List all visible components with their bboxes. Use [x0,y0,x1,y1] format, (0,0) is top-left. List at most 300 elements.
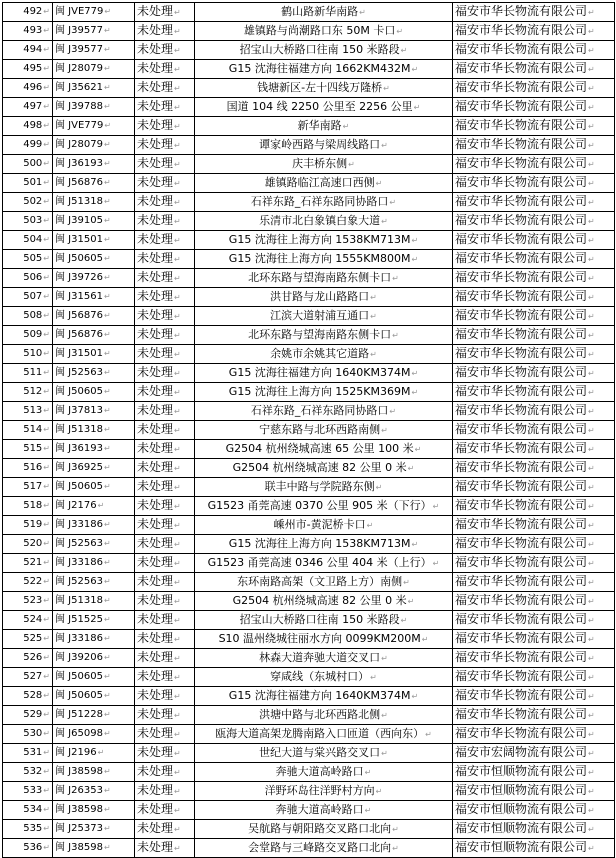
company-cell [453,611,615,630]
row-number-cell [3,687,53,706]
table-row [3,668,615,687]
company-cell [453,402,615,421]
paragraph-mark: ↵ [174,179,181,188]
plate-cell [53,41,135,60]
status-cell [135,421,195,440]
paragraph-mark: ↵ [588,844,595,853]
company-cell-text: 福安市华长物流有限公司 [455,422,588,436]
paragraph-mark: ↵ [174,806,181,815]
plate-cell [53,573,135,592]
plate-cell-text: 闽 J28079 [55,139,103,150]
status-cell [135,459,195,478]
paragraph-mark: ↵ [348,159,355,169]
paragraph-mark: ↵ [381,425,388,435]
location-cell [195,744,453,763]
status-cell-text: 未处理 [137,251,174,265]
violation-records-table [2,2,615,858]
paragraph-mark: ↵ [43,254,50,263]
paragraph-mark: ↵ [588,825,595,834]
table-row [3,212,615,231]
paragraph-mark: ↵ [588,654,595,663]
paragraph-mark: ↵ [174,749,181,758]
status-cell-text: 未处理 [137,612,174,626]
paragraph-mark: ↵ [174,388,181,397]
location-cell-text: 世纪大道与棠兴路交叉口 [259,745,381,759]
paragraph-mark: ↵ [174,84,181,93]
location-cell-text: G2504 杭州绕城高速 65 公里 100 米 [225,441,414,455]
row-number-cell-text: 535 [23,823,43,834]
paragraph-mark: ↵ [103,235,111,244]
location-cell-text: 谭家岭西路与梁周线路口 [259,137,381,151]
location-cell-text: 洪甘路与龙山路路口 [270,289,370,303]
row-number-cell-text: 513 [23,405,43,416]
plate-cell [53,288,135,307]
company-cell [453,459,615,478]
status-cell [135,345,195,364]
company-cell [453,345,615,364]
paragraph-mark: ↵ [588,274,595,283]
status-cell-text: 未处理 [137,42,174,56]
company-cell-text: 福安市华长物流有限公司 [455,517,588,531]
location-cell [195,79,453,98]
company-cell-text: 福安市华长物流有限公司 [455,232,588,246]
paragraph-mark: ↵ [432,558,440,568]
status-cell-text: 未处理 [137,270,174,284]
company-cell-text: 福安市华长物流有限公司 [455,631,588,645]
company-cell [453,801,615,820]
location-cell [195,307,453,326]
location-cell [195,98,453,117]
plate-cell-text: 闽 J26353 [55,785,103,796]
plate-cell [53,421,135,440]
table-row [3,763,615,782]
paragraph-mark: ↵ [174,559,181,568]
paragraph-mark: ↵ [103,349,111,358]
paragraph-mark: ↵ [103,672,111,681]
table-body [3,3,615,858]
company-cell [453,41,615,60]
row-number-cell [3,706,53,725]
row-number-cell-text: 507 [23,291,43,302]
plate-cell-text: 闽 J38598 [55,842,103,853]
status-cell-text: 未处理 [137,669,174,683]
location-cell [195,839,453,858]
status-cell-text: 未处理 [137,327,174,341]
company-cell [453,763,615,782]
company-cell-text: 福安市华长物流有限公司 [455,4,588,18]
company-cell [453,155,615,174]
location-cell [195,782,453,801]
paragraph-mark: ↵ [104,121,112,130]
status-cell-text: 未处理 [137,23,174,37]
paragraph-mark: ↵ [174,768,181,777]
row-number-cell [3,307,53,326]
plate-cell-text: 闽 J36193 [55,443,103,454]
row-number-cell-text: 515 [23,443,43,454]
company-cell [453,383,615,402]
location-cell [195,383,453,402]
location-cell [195,478,453,497]
row-number-cell-text: 534 [23,804,43,815]
status-cell-text: 未处理 [137,650,174,664]
company-cell-text: 福安市华长物流有限公司 [455,23,588,37]
company-cell-text: 福安市华长物流有限公司 [455,270,588,284]
row-number-cell-text: 527 [23,671,43,682]
company-cell [453,60,615,79]
location-cell [195,801,453,820]
plate-cell-text: 闽 J50605 [55,481,103,492]
paragraph-mark: ↵ [392,330,399,340]
row-number-cell [3,782,53,801]
location-cell-text: 北环东路与望海南路东侧卡口 [248,270,392,284]
status-cell [135,250,195,269]
company-cell-text: 福安市华长物流有限公司 [455,536,588,550]
company-cell [453,3,615,22]
location-cell [195,554,453,573]
company-cell [453,820,615,839]
company-cell-text: 福安市华长物流有限公司 [455,726,588,740]
status-cell-text: 未处理 [137,365,174,379]
company-cell-text: 福安市华长物流有限公司 [455,612,588,626]
paragraph-mark: ↵ [375,178,383,188]
paragraph-mark: ↵ [375,482,383,492]
company-cell [453,117,615,136]
row-number-cell [3,630,53,649]
table-row [3,326,615,345]
paragraph-mark: ↵ [588,806,595,815]
company-cell-text: 福安市华长物流有限公司 [455,384,588,398]
status-cell [135,288,195,307]
paragraph-mark: ↵ [103,425,111,434]
paragraph-mark: ↵ [588,84,595,93]
paragraph-mark: ↵ [588,540,595,549]
row-number-cell [3,516,53,535]
status-cell [135,155,195,174]
status-cell [135,535,195,554]
status-cell [135,706,195,725]
company-cell-text: 福安市华长物流有限公司 [455,213,588,227]
table-row [3,174,615,193]
plate-cell-text: 闽 J39788 [55,101,103,112]
paragraph-mark: ↵ [103,710,111,719]
row-number-cell-text: 497 [23,101,43,112]
row-number-cell [3,136,53,155]
paragraph-mark: ↵ [43,311,50,320]
location-cell [195,3,453,22]
row-number-cell-text: 520 [23,538,43,549]
table-row [3,307,615,326]
status-cell [135,136,195,155]
paragraph-mark: ↵ [370,311,377,321]
paragraph-mark: ↵ [103,197,111,206]
location-cell-text: G15 沈海往上海方向 1525KM369M [228,384,411,398]
company-cell-text: 福安市华长物流有限公司 [455,441,588,455]
row-number-cell [3,174,53,193]
status-cell-text: 未处理 [137,593,174,607]
plate-cell-text: 闽 J39726 [55,272,103,283]
paragraph-mark: ↵ [588,559,595,568]
table-row [3,497,615,516]
company-cell-text: 福安市华长物流有限公司 [455,251,588,265]
company-cell-text: 福安市华长物流有限公司 [455,555,588,569]
paragraph-mark: ↵ [588,673,595,682]
location-cell-text: 招宝山大桥路口往南 150 米路段 [239,42,400,56]
table-row [3,402,615,421]
plate-cell [53,193,135,212]
row-number-cell [3,231,53,250]
paragraph-mark: ↵ [588,692,595,701]
table-row [3,345,615,364]
table-row [3,630,615,649]
row-number-cell-text: 522 [23,576,43,587]
table-row [3,288,615,307]
status-cell-text: 未处理 [137,726,174,740]
company-cell [453,516,615,535]
status-cell [135,725,195,744]
status-cell-text: 未处理 [137,631,174,645]
paragraph-mark: ↵ [396,26,404,36]
status-cell [135,687,195,706]
location-cell [195,117,453,136]
location-cell [195,136,453,155]
status-cell-text: 未处理 [137,289,174,303]
table-row [3,782,615,801]
paragraph-mark: ↵ [174,255,181,264]
company-cell [453,630,615,649]
paragraph-mark: ↵ [411,387,419,397]
plate-cell [53,98,135,117]
paragraph-mark: ↵ [411,64,419,74]
plate-cell-text: 闽 J35621 [55,82,103,93]
company-cell [453,554,615,573]
plate-cell [53,630,135,649]
location-cell-text: G2504 杭州绕城高速 82 公里 0 米 [232,593,407,607]
plate-cell [53,79,135,98]
status-cell-text: 未处理 [137,821,174,835]
paragraph-mark: ↵ [174,350,181,359]
paragraph-mark: ↵ [43,577,50,586]
status-cell-text: 未处理 [137,479,174,493]
location-cell-text: 庆丰桥东侧 [292,156,348,170]
plate-cell [53,763,135,782]
status-cell-text: 未处理 [137,118,174,132]
company-cell-text: 福安市华长物流有限公司 [455,574,588,588]
row-number-cell [3,383,53,402]
table-row [3,459,615,478]
status-cell-text: 未处理 [137,422,174,436]
paragraph-mark: ↵ [588,103,595,112]
plate-cell-text: 闽 J31501 [55,348,103,359]
paragraph-mark: ↵ [103,463,111,472]
paragraph-mark: ↵ [43,64,50,73]
company-cell-text: 福安市华长物流有限公司 [455,650,588,664]
paragraph-mark: ↵ [103,254,111,263]
paragraph-mark: ↵ [174,217,181,226]
paragraph-mark: ↵ [403,577,410,587]
company-cell [453,231,615,250]
paragraph-mark: ↵ [103,843,111,852]
status-cell [135,478,195,497]
paragraph-mark: ↵ [43,102,50,111]
paragraph-mark: ↵ [103,615,111,624]
paragraph-mark: ↵ [411,691,419,701]
paragraph-mark: ↵ [43,26,50,35]
plate-cell [53,402,135,421]
company-cell-text: 福安市华长物流有限公司 [455,99,588,113]
status-cell-text: 未处理 [137,764,174,778]
status-cell-text: 未处理 [137,707,174,721]
paragraph-mark: ↵ [43,349,50,358]
row-number-cell [3,155,53,174]
status-cell-text: 未处理 [137,232,174,246]
row-number-cell [3,668,53,687]
plate-cell [53,820,135,839]
company-cell-text: 福安市华长物流有限公司 [455,308,588,322]
table-row [3,611,615,630]
paragraph-mark: ↵ [174,141,181,150]
paragraph-mark: ↵ [104,7,112,16]
row-number-cell-text: 523 [23,595,43,606]
paragraph-mark: ↵ [174,160,181,169]
paragraph-mark: ↵ [389,197,397,207]
company-cell [453,706,615,725]
plate-cell-text: 闽 J52563 [55,538,103,549]
paragraph-mark: ↵ [103,444,111,453]
paragraph-mark: ↵ [43,786,50,795]
company-cell [453,782,615,801]
row-number-cell [3,364,53,383]
paragraph-mark: ↵ [103,577,111,586]
row-number-cell-text: 524 [23,614,43,625]
row-number-cell-text: 526 [23,652,43,663]
company-cell-text: 福安市华长物流有限公司 [455,403,588,417]
paragraph-mark: ↵ [588,768,595,777]
row-number-cell-text: 504 [23,234,43,245]
row-number-cell [3,345,53,364]
row-number-cell-text: 517 [23,481,43,492]
plate-cell-text: 闽 J33186 [55,519,103,530]
row-number-cell-text: 532 [23,766,43,777]
table-row [3,839,615,858]
plate-cell [53,136,135,155]
location-cell [195,725,453,744]
paragraph-mark: ↵ [174,65,181,74]
plate-cell [53,668,135,687]
paragraph-mark: ↵ [43,83,50,92]
paragraph-mark: ↵ [588,483,595,492]
table-row [3,193,615,212]
row-number-cell [3,250,53,269]
paragraph-mark: ↵ [103,596,111,605]
location-cell [195,402,453,421]
status-cell-text: 未处理 [137,80,174,94]
paragraph-mark: ↵ [588,198,595,207]
status-cell-text: 未处理 [137,441,174,455]
paragraph-mark: ↵ [103,539,111,548]
row-number-cell-text: 518 [23,500,43,511]
plate-cell-text: 闽 JVE779 [55,6,104,17]
paragraph-mark: ↵ [588,616,595,625]
paragraph-mark: ↵ [103,729,111,738]
location-cell [195,288,453,307]
paragraph-mark: ↵ [103,330,111,339]
plate-cell [53,231,135,250]
paragraph-mark: ↵ [370,672,377,682]
paragraph-mark: ↵ [588,27,595,36]
location-cell [195,22,453,41]
company-cell [453,288,615,307]
row-number-cell [3,60,53,79]
plate-cell-text: 闽 J37813 [55,405,103,416]
status-cell-text: 未处理 [137,574,174,588]
location-cell [195,706,453,725]
paragraph-mark: ↵ [588,521,595,530]
location-cell [195,440,453,459]
paragraph-mark: ↵ [588,711,595,720]
row-number-cell [3,22,53,41]
status-cell [135,801,195,820]
paragraph-mark: ↵ [43,729,50,738]
row-number-cell [3,269,53,288]
status-cell [135,307,195,326]
location-cell [195,364,453,383]
status-cell [135,611,195,630]
plate-cell-text: 闽 J36193 [55,158,103,169]
company-cell-text: 福安市华长物流有限公司 [455,80,588,94]
status-cell [135,174,195,193]
paragraph-mark: ↵ [588,141,595,150]
paragraph-mark: ↵ [43,767,50,776]
row-number-cell [3,497,53,516]
paragraph-mark: ↵ [389,406,397,416]
status-cell-text: 未处理 [137,156,174,170]
status-cell [135,383,195,402]
location-cell-text: G15 沈海往上海方向 1538KM713M [228,536,411,550]
plate-cell-text: 闽 J51525 [55,614,103,625]
row-number-cell [3,98,53,117]
paragraph-mark: ↵ [103,786,111,795]
location-cell [195,516,453,535]
table-row [3,535,615,554]
paragraph-mark: ↵ [174,502,181,511]
location-cell-text: 鹤山路新华南路 [281,4,359,18]
paragraph-mark: ↵ [43,596,50,605]
plate-cell-text: 闽 J52563 [55,576,103,587]
paragraph-mark: ↵ [43,216,50,225]
company-cell [453,649,615,668]
row-number-cell [3,402,53,421]
plate-cell-text: 闽 J51318 [55,196,103,207]
location-cell-text: 钱塘新区-左十四线万隆桥 [257,80,383,94]
row-number-cell [3,820,53,839]
status-cell-text: 未处理 [137,4,174,18]
paragraph-mark: ↵ [103,311,111,320]
location-cell-text: G1523 甬莞高速 0346 公里 404 米（上行） [207,555,432,569]
table-row [3,687,615,706]
paragraph-mark: ↵ [174,711,181,720]
plate-cell-text: 闽 J28079 [55,63,103,74]
row-number-cell [3,288,53,307]
status-cell-text: 未处理 [137,460,174,474]
paragraph-mark: ↵ [383,83,390,93]
row-number-cell [3,649,53,668]
company-cell [453,174,615,193]
status-cell [135,497,195,516]
paragraph-mark: ↵ [43,672,50,681]
paragraph-mark: ↵ [174,103,181,112]
location-cell-text: 国道 104 线 2250 公里至 2256 公里 [226,99,413,113]
row-number-cell [3,535,53,554]
